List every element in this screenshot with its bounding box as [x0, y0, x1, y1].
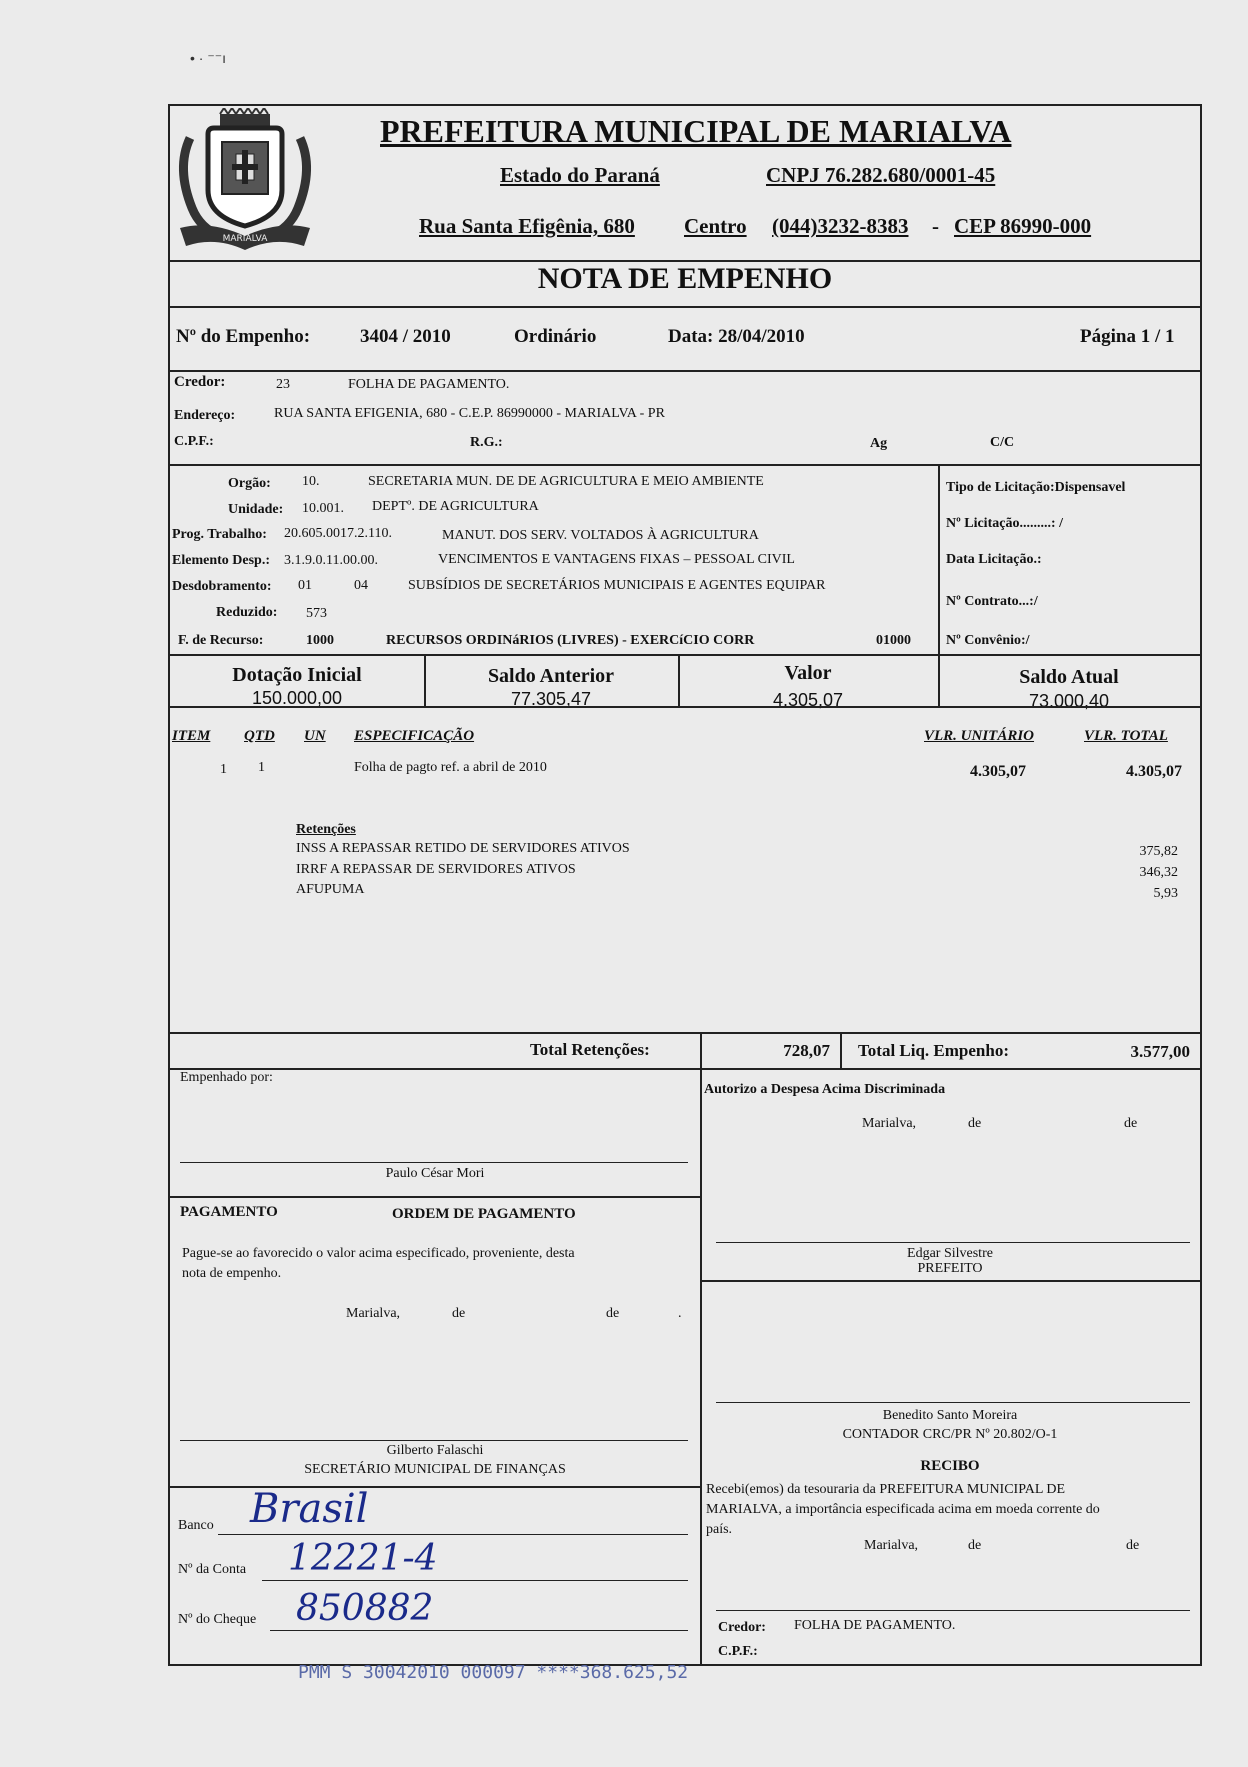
empenho-date: Data: 28/04/2010	[668, 326, 805, 347]
valor-value: 4.305,07	[772, 690, 844, 710]
total-liq-empenho-label: Total Liq. Empenho:	[858, 1041, 1009, 1060]
credor-address: RUA SANTA EFIGENIA, 680 - C.E.P. 86990000 - MARIALVA - PR	[274, 406, 665, 421]
conta-handwritten: 12221-4	[288, 1538, 438, 1579]
orgao-label: Orgão:	[228, 476, 271, 491]
prog-trabalho-desc: MANUT. DOS SERV. VOLTADOS À AGRICULTURA	[442, 528, 759, 543]
recibo-text-3: país.	[706, 1522, 733, 1537]
banco-label: Banco	[178, 1518, 214, 1533]
autorizo-de-1: de	[968, 1116, 982, 1131]
item-description: Folha de pagto ref. a abril de 2010	[354, 760, 547, 775]
col-vlr-unitario-header: VLR. UNITÁRIO	[924, 728, 1035, 744]
nota-de-empenho-form	[168, 104, 1202, 1666]
total-retencoes-label: Total Retenções:	[530, 1040, 650, 1059]
ag-label: Ag	[870, 436, 888, 451]
prog-trabalho-code: 20.605.0017.2.110.	[284, 526, 392, 541]
secretario-name: Gilberto Falaschi	[386, 1443, 484, 1458]
item-qtd: 1	[258, 760, 265, 775]
elemento-desc: VENCIMENTOS E VANTAGENS FIXAS – PESSOAL CIVIL	[438, 552, 795, 567]
autorizo-label: Autorizo a Despesa Acima Discriminada	[704, 1082, 946, 1097]
data-licitacao: Data Licitação.:	[946, 552, 1042, 567]
retencoes-title: Retenções	[296, 822, 356, 837]
elemento-code: 3.1.9.0.11.00.00.	[284, 553, 378, 568]
empenho-number-label: Nº do Empenho:	[176, 326, 311, 347]
mechanical-stamp: PMM S 30042010 000097 ****368.625,52	[298, 1662, 689, 1683]
cpf-label: C.P.F.:	[174, 434, 214, 449]
recibo-de-2: de	[1126, 1538, 1140, 1553]
prefeito-title: PREFEITO	[917, 1261, 983, 1276]
page-number: Página 1 / 1	[1080, 326, 1175, 347]
header-cnpj: CNPJ 76.282.680/0001-45	[766, 163, 996, 187]
prog-trabalho-label: Prog. Trabalho:	[172, 527, 267, 542]
municipal-coat-of-arms	[170, 108, 320, 258]
reduzido-value: 573	[306, 606, 327, 621]
reduzido-label: Reduzido:	[216, 605, 278, 620]
col-especificacao-header: ESPECIFICAÇÃO	[354, 728, 475, 744]
recibo-cpf-label: C.P.F.:	[718, 1644, 758, 1659]
banco-handwritten: Brasil	[250, 1486, 369, 1532]
retencao-desc: IRRF A REPASSAR DE SERVIDORES ATIVOS	[296, 862, 576, 877]
pague-se-text: Pague-se ao favorecido o valor acima especificado, proveniente, desta	[182, 1246, 575, 1261]
autorizo-de-2: de	[1124, 1116, 1138, 1131]
col-un-header: UN	[304, 728, 326, 744]
header-cep: CEP 86990-000	[954, 214, 1092, 238]
recurso-code-2: 01000	[876, 633, 911, 648]
numero-licitacao: Nº Licitação.........: /	[946, 516, 1063, 531]
item-unit-value: 4.305,07	[970, 763, 1026, 780]
cheque-handwritten: 850882	[296, 1588, 434, 1629]
recurso-code: 1000	[306, 633, 334, 648]
col-item-header: ITEM	[172, 728, 211, 744]
item-total-value: 4.305,07	[1126, 763, 1182, 780]
document-title: NOTA DE EMPENHO	[537, 262, 833, 295]
tipo-licitacao: Tipo de Licitação:Dispensavel	[946, 480, 1126, 495]
total-liq-empenho-value: 3.577,00	[1130, 1042, 1190, 1061]
recibo-city: Marialva,	[864, 1538, 919, 1553]
recibo-credor-label: Credor:	[718, 1620, 766, 1635]
secretario-title: SECRETÁRIO MUNICIPAL DE FINANÇAS	[304, 1462, 566, 1477]
ordem-de-2: de	[606, 1306, 620, 1321]
header-district: Centro	[684, 214, 747, 238]
contador-name: Benedito Santo Moreira	[882, 1408, 1018, 1423]
credor-code: 23	[276, 377, 290, 392]
total-retencoes-value: 728,07	[783, 1041, 830, 1060]
empenho-number: 3404 / 2010	[360, 326, 451, 347]
retencao-value: 346,32	[1139, 865, 1178, 880]
pague-se-text-2: nota de empenho.	[182, 1266, 282, 1281]
desdobramento-desc: SUBSÍDIOS DE SECRETÁRIOS MUNICIPAIS E AGENTES EQUIPAR	[408, 578, 826, 593]
cheque-label: Nº do Cheque	[178, 1612, 257, 1627]
contador-title: CONTADOR CRC/PR Nº 20.802/O-1	[842, 1427, 1058, 1442]
svg-text:MARIALVA: MARIALVA	[222, 234, 268, 244]
item-number: 1	[220, 762, 227, 777]
recibo-text-1: Recebi(emos) da tesouraria da PREFEITURA MUNICIPAL DE	[706, 1482, 1066, 1497]
pagamento-label: PAGAMENTO	[180, 1204, 278, 1220]
credor-label: Credor:	[174, 374, 226, 390]
empenhado-por-label: Empenhado por:	[180, 1070, 273, 1085]
unidade-desc: DEPTº. DE AGRICULTURA	[372, 499, 539, 514]
saldo-anterior-value: 77.305,47	[510, 689, 592, 709]
orgao-code: 10.	[302, 474, 320, 489]
rg-label: R.G.:	[470, 435, 503, 450]
empenhado-por-name: Paulo César Mori	[385, 1166, 485, 1181]
empenho-type: Ordinário	[514, 326, 597, 347]
ordem-pagamento-label: ORDEM DE PAGAMENTO	[392, 1206, 576, 1222]
unidade-code: 10.001.	[302, 501, 344, 516]
saldo-atual-label: Saldo Atual	[1019, 666, 1119, 688]
recibo-title: RECIBO	[920, 1458, 980, 1474]
orgao-desc: SECRETARIA MUN. DE DE AGRICULTURA E MEIO AMBIENTE	[368, 474, 764, 489]
autorizo-city: Marialva,	[862, 1116, 917, 1131]
retencao-desc: INSS A REPASSAR RETIDO DE SERVIDORES ATIVOS	[296, 841, 630, 856]
ordem-de-1: de	[452, 1306, 466, 1321]
recibo-credor-value: FOLHA DE PAGAMENTO.	[794, 1618, 956, 1633]
desdobramento-code-1: 01	[298, 578, 312, 593]
col-qtd-header: QTD	[244, 728, 275, 744]
credor-name: FOLHA DE PAGAMENTO.	[348, 377, 510, 392]
ordem-city: Marialva,	[346, 1306, 401, 1321]
valor-label: Valor	[784, 662, 832, 684]
corner-mark: • · ⁻⁻ı	[190, 50, 227, 66]
ordem-dot: .	[678, 1306, 682, 1321]
recurso-desc: RECURSOS ORDINáRIOS (LIVRES) - EXERCíCIO CORR	[386, 633, 755, 648]
header-address: Rua Santa Efigênia, 680	[419, 214, 635, 238]
saldo-anterior-label: Saldo Anterior	[487, 665, 615, 687]
saldo-atual-value: 73.000,40	[1028, 691, 1110, 711]
numero-convenio: Nº Convênio:/	[946, 633, 1030, 648]
col-vlr-total-header: VLR. TOTAL	[1084, 728, 1168, 744]
header-title: PREFEITURA MUNICIPAL DE MARIALVA	[380, 113, 1012, 149]
retencao-desc: AFUPUMA	[296, 882, 365, 897]
prefeito-name: Edgar Silvestre	[907, 1246, 993, 1261]
unidade-label: Unidade:	[228, 502, 284, 517]
recurso-label: F. de Recurso:	[178, 633, 264, 648]
recibo-de-1: de	[968, 1538, 982, 1553]
header-separator: -	[932, 214, 939, 238]
address-label: Endereço:	[174, 408, 236, 423]
conta-label: Nº da Conta	[178, 1562, 247, 1577]
header-state: Estado do Paraná	[500, 163, 660, 187]
desdobramento-label: Desdobramento:	[172, 579, 272, 594]
desdobramento-code-2: 04	[354, 578, 368, 593]
header-phone: (044)3232-8383	[772, 214, 909, 238]
retencao-value: 5,93	[1153, 886, 1178, 901]
recibo-text-2: MARIALVA, a importância especificada acima em moeda corrente do	[706, 1502, 1100, 1517]
numero-contrato: Nº Contrato...:/	[946, 594, 1038, 609]
dotacao-value: 150.000,00	[251, 688, 343, 708]
elemento-label: Elemento Desp.:	[172, 553, 270, 568]
cc-label: C/C	[990, 435, 1015, 450]
retencao-value: 375,82	[1139, 844, 1178, 859]
dotacao-label: Dotação Inicial	[232, 664, 362, 686]
